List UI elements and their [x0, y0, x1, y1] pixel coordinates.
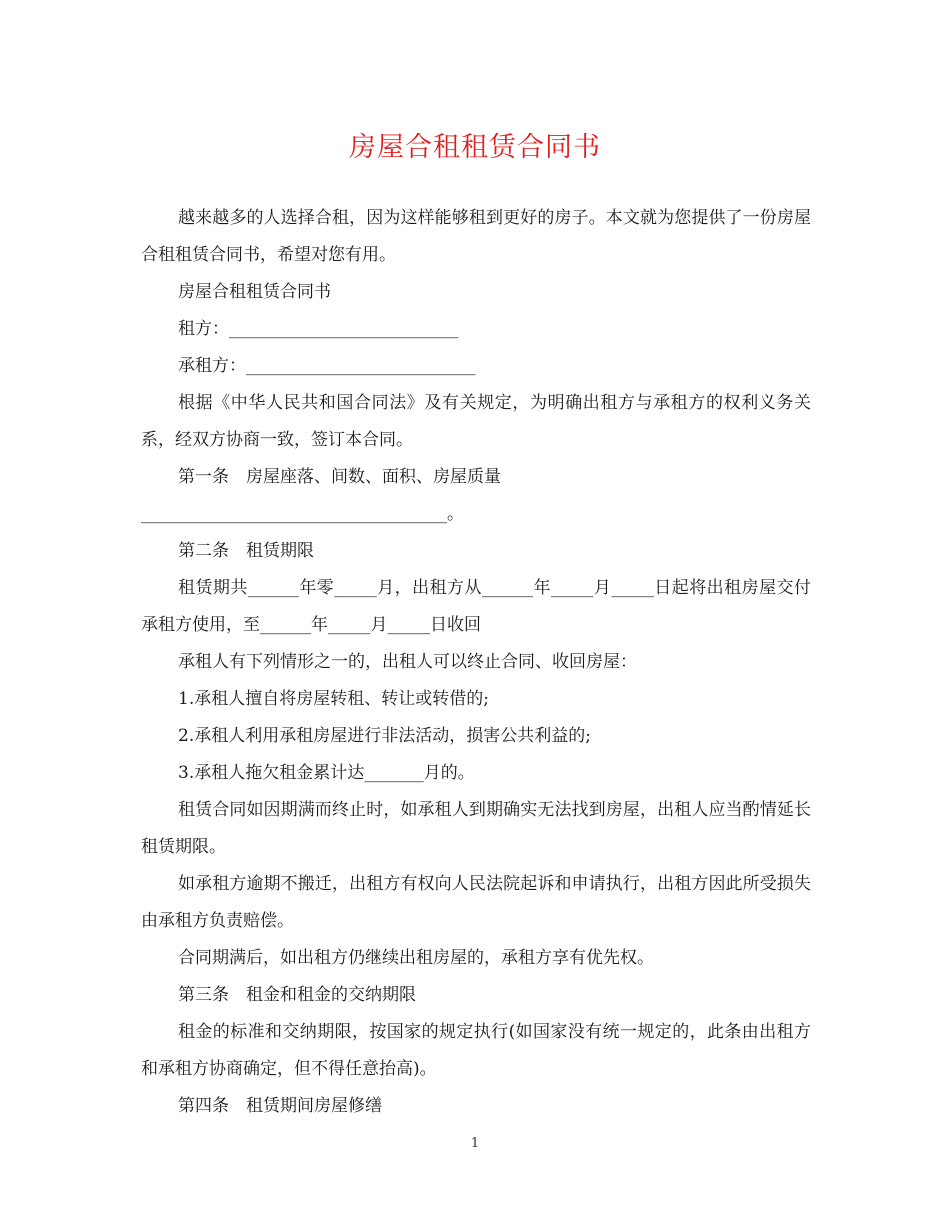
lessee-field: 承租方：___________________________ [178, 356, 476, 376]
preamble-paragraph: 根据《中华人民共和国合同法》及有关规定，为明确出租方与承租方的权利义务关系，经双方协商一致，签订本合同。 [141, 393, 811, 450]
rent-paragraph: 租金的标准和交纳期限，按国家的规定执行(如国家没有统一规定的，此条由出租方和承租方协商确定，但不得任意抬高)。 [141, 1022, 811, 1079]
lease-term-paragraph: 租赁期共______年零_____月，出租方从______年_____月_____日起将出租房屋交付承租方使用，至______年_____月_____日收回 [141, 578, 811, 635]
termination-item-2: 2.承租人利用承租房屋进行非法活动，损害公共利益的; [178, 726, 591, 746]
article-4-heading: 第四条 租赁期间房屋修缮 [178, 1096, 382, 1116]
termination-item-1: 1.承租人擅自将房屋转租、转让或转借的; [178, 689, 489, 709]
article-2-heading: 第二条 租赁期限 [178, 541, 314, 561]
termination-intro: 承租人有下列情形之一的，出租人可以终止合同、收回房屋： [178, 652, 637, 672]
termination-item-3: 3.承租人拖欠租金累计达_______月的。 [178, 763, 475, 783]
contract-heading: 房屋合租租赁合同书 [178, 282, 331, 302]
page-number: 1 [470, 1136, 480, 1151]
article-1-heading: 第一条 房屋座落、间数、面积、房屋质量 [178, 467, 501, 487]
priority-paragraph: 合同期满后，如出租方仍继续出租房屋的，承租方享有优先权。 [178, 948, 654, 968]
expiry-paragraph: 租赁合同如因期满而终止时，如承租人到期确实无法找到房屋，出租人应当酌情延长租赁期限。 [141, 800, 811, 857]
document-body [141, 200, 811, 1125]
lessor-field: 租方：___________________________ [178, 319, 459, 339]
overdue-paragraph: 如承租方逾期不搬迁，出租方有权向人民法院起诉和申请执行，出租方因此所受损失由承租方负责赔偿。 [141, 874, 811, 931]
intro-paragraph: 越来越多的人选择合租，因为这样能够租到更好的房子。本文就为您提供了一份房屋合租租赁合同书，希望对您有用。 [141, 208, 811, 265]
document-title: 房屋合租租赁合同书 [349, 132, 601, 163]
article-1-blank: ____________________________________。 [141, 504, 464, 524]
article-3-heading: 第三条 租金和租金的交纳期限 [178, 985, 416, 1005]
